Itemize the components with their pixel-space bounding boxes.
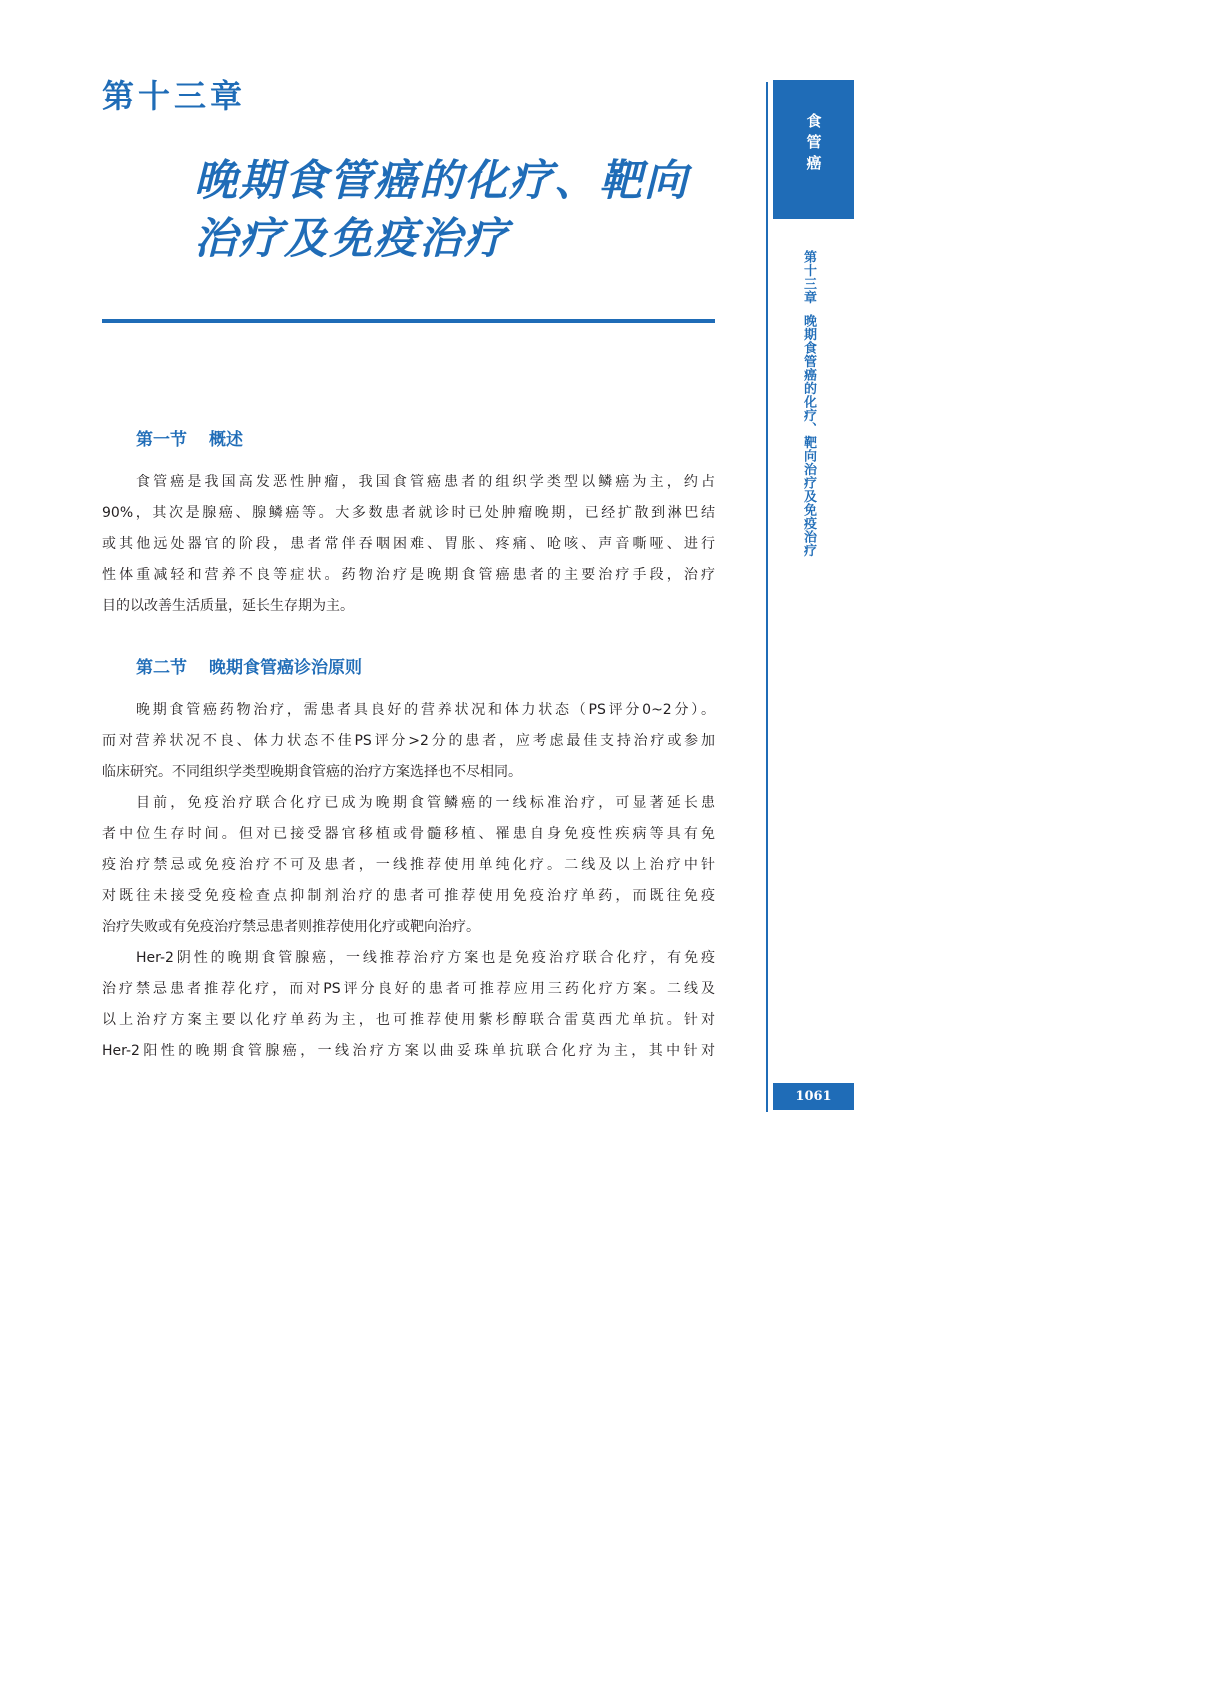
body-line: Her-2阴性的晚期食管腺癌，一线推荐治疗方案也是免疫治疗联合化疗，有免疫 [136,950,715,966]
sidebar-tab [773,80,854,219]
page-number: 1061 [795,1089,832,1104]
running-chapter-label: 第十三章 [801,250,816,304]
section-principles-paragraph-3 [102,943,715,1067]
page-number-box [773,1083,854,1110]
section-principles-paragraph-2 [102,788,715,943]
body-line: 疫治疗禁忌或免疫治疗不可及患者，一线推荐使用单纯化疗。二线及以上治疗中针 [102,857,715,873]
body-line: 性体重减轻和营养不良等症状。药物治疗是晚期食管癌患者的主要治疗手段，治疗 [102,567,715,583]
body-line: 治疗禁忌患者推荐化疗，而对PS评分良好的患者可推荐应用三药化疗方案。二线及 [102,981,715,997]
sidebar-divider [766,82,768,1112]
section-principles-paragraph-1 [102,695,715,788]
body-line: 或其他远处器官的阶段，患者常伴吞咽困难、胃胀、疼痛、呛咳、声音嘶哑、进行 [102,536,715,552]
body-line: 90%，其次是腺癌、腺鳞癌等。大多数患者就诊时已处肿瘤晚期，已经扩散到淋巴结 [102,505,715,521]
section-title: 晚期食管癌诊治原则 [209,658,362,678]
body-line: 者中位生存时间。但对已接受器官移植或骨髓移植、罹患自身免疫性疾病等具有免 [102,826,715,842]
body-line: 对既往未接受免疫检查点抑制剂治疗的患者可推荐使用免疫治疗单药，而既往免疫 [102,888,715,904]
chapter-title-line: 治疗及免疫治疗 [194,214,509,264]
section-title: 概述 [209,430,243,450]
chapter-title [194,152,734,268]
body-line: 治疗失败或有免疫治疗禁忌患者则推荐使用化疗或靶向治疗。 [102,919,480,935]
running-chapter-title: 晚期食管癌的化疗、靶向治疗及免疫治疗 [801,314,816,557]
title-divider [102,319,715,323]
chapter-title-line: 晚期食管癌的化疗、靶向 [194,156,689,206]
sidebar-tab-label: 食管癌 [804,113,823,176]
sidebar-running-head [797,250,819,620]
section-heading-principles [136,653,362,683]
body-line: 以上治疗方案主要以化疗单药为主，也可推荐使用紫杉醇联合雷莫西尤单抗。针对 [102,1012,715,1028]
section-number: 第一节 [136,430,187,450]
body-line: 晚期食管癌药物治疗，需患者具良好的营养状况和体力状态（PS评分0~2分）。 [136,702,715,718]
body-line: Her-2阳性的晚期食管腺癌，一线治疗方案以曲妥珠单抗联合化疗为主，其中针对 [102,1043,715,1059]
body-line: 临床研究。不同组织学类型晚期食管癌的治疗方案选择也不尽相同。 [102,764,522,780]
body-line: 而对营养状况不良、体力状态不佳PS评分>2分的患者，应考虑最佳支持治疗或参加 [102,733,715,749]
section-number: 第二节 [136,658,187,678]
section-overview-body [102,467,715,622]
body-line: 目的以改善生活质量，延长生存期为主。 [102,598,354,614]
body-line: 目前，免疫治疗联合化疗已成为晚期食管鳞癌的一线标准治疗，可显著延长患 [136,795,715,811]
body-line: 食管癌是我国高发恶性肿瘤，我国食管癌患者的组织学类型以鳞癌为主，约占 [136,474,715,490]
section-heading-overview [136,425,243,455]
chapter-label: 第十三章 [102,77,247,115]
